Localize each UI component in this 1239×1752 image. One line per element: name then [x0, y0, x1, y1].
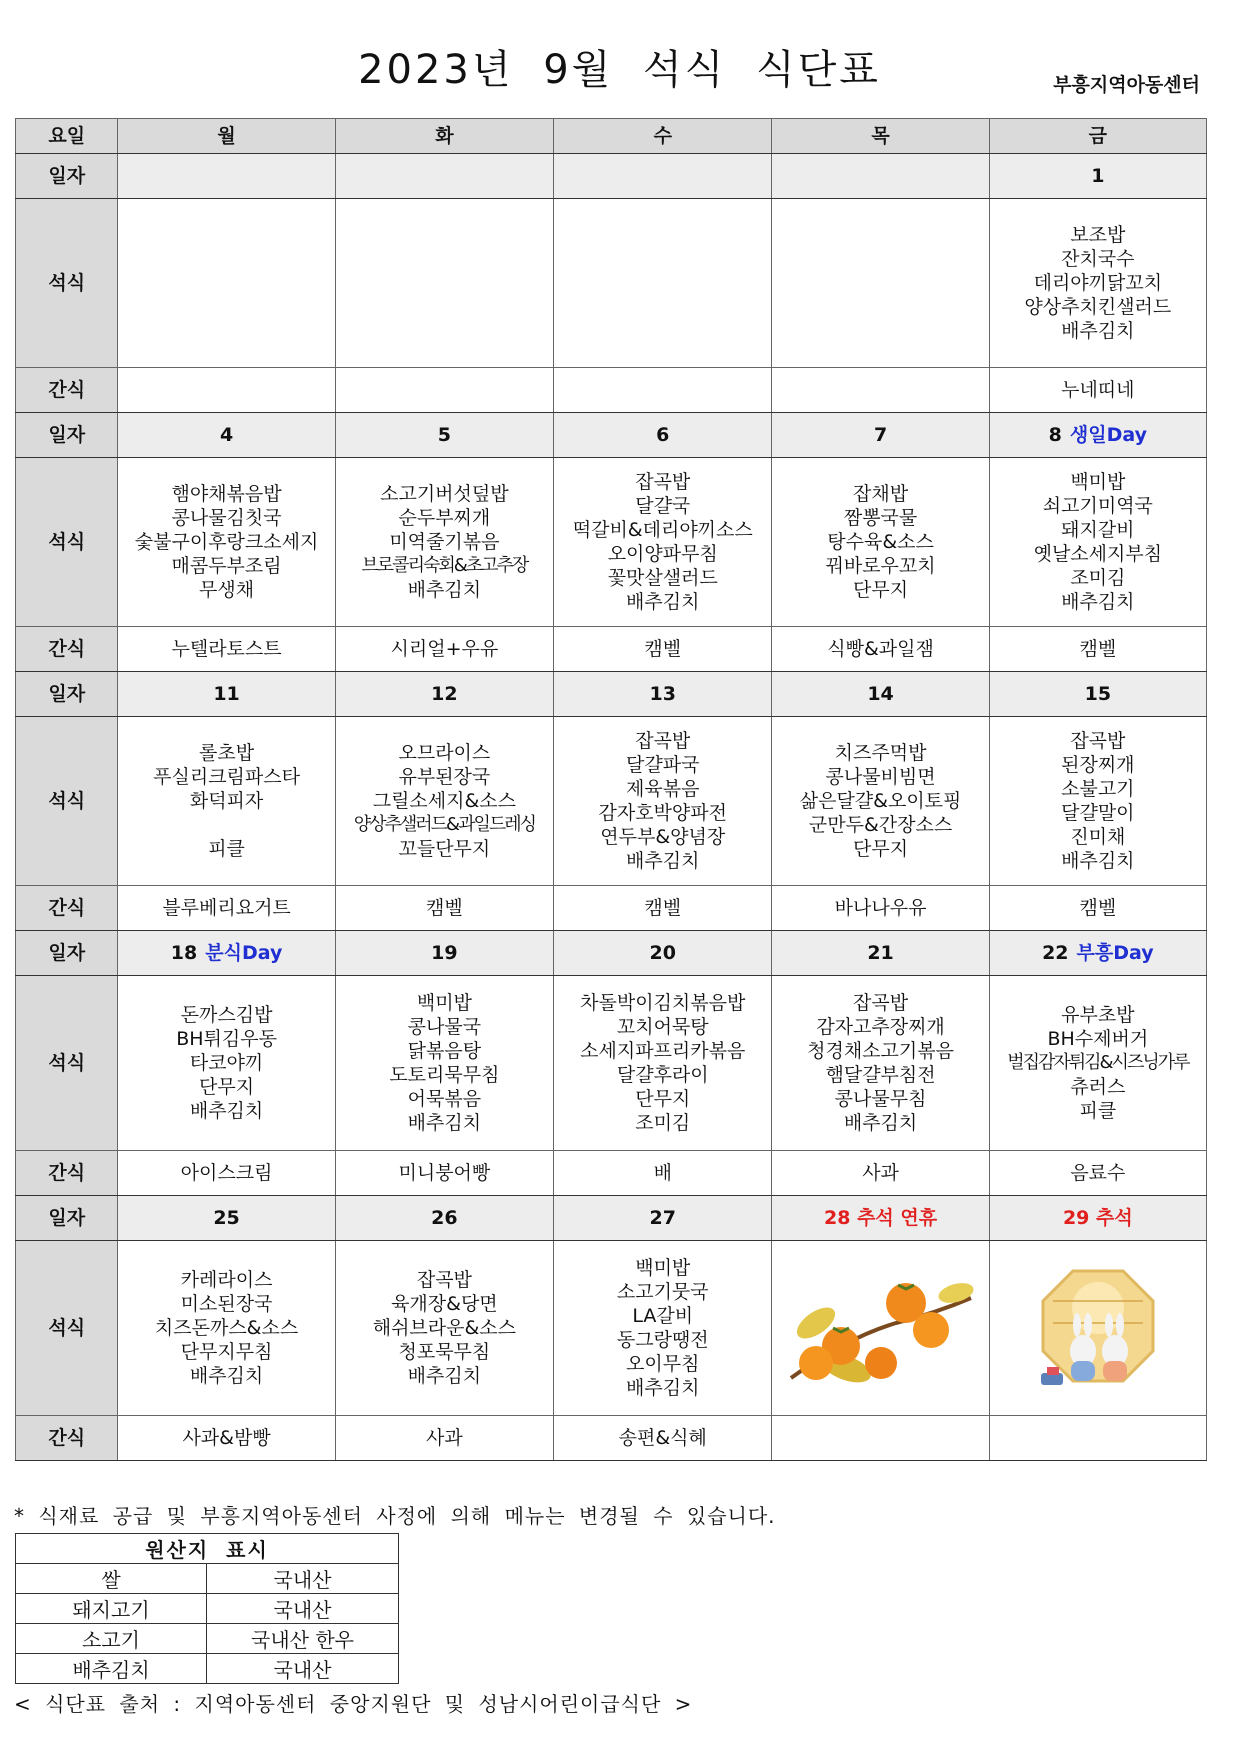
origin-item: 돼지고기 — [16, 1594, 207, 1624]
menu-item: 쇠고기미역국 — [1042, 495, 1153, 517]
menu-item: 숯불구이후랑크소세지 — [134, 531, 319, 553]
menu-item: 콩나물비빔면 — [825, 766, 936, 788]
origin-table-title: 원산지 표시 — [16, 1534, 399, 1564]
menu-item: 군만두&간장소스 — [808, 814, 953, 836]
origin-country: 국내산 한우 — [207, 1624, 399, 1654]
menu-item: 달걀국 — [635, 495, 691, 517]
menu-item: 단무지무침 — [180, 1341, 273, 1363]
date-row-label: 일자 — [16, 413, 118, 458]
dinner-cell — [989, 1241, 1206, 1416]
snack-cell — [772, 368, 989, 413]
date-number: 18 — [170, 942, 198, 964]
weekday-header-label: 요일 — [16, 119, 118, 154]
menu-item: 배추김치 — [189, 1100, 264, 1122]
snack-cell: 캠벨 — [989, 886, 1206, 931]
dinner-cell — [335, 199, 553, 368]
dinner-cell — [118, 458, 335, 627]
date-number: 26 — [431, 1207, 458, 1229]
menu-item: BH수제버거 — [1047, 1028, 1149, 1050]
menu-item: 푸실리크림파스타 — [153, 766, 300, 788]
menu-item: 배추김치 — [1061, 320, 1135, 342]
date-cell — [335, 931, 553, 976]
menu-item: 츄러스 — [1070, 1076, 1126, 1098]
snack-cell — [118, 368, 335, 413]
dinner-cell — [989, 717, 1206, 886]
date-cell — [989, 931, 1206, 976]
snack-row — [16, 368, 1207, 413]
date-number: 12 — [431, 683, 458, 705]
snack-cell: 식빵&과일잼 — [772, 627, 989, 672]
snack-row-label: 간식 — [16, 1416, 118, 1461]
date-cell — [554, 1196, 772, 1241]
menu-item: 짬뽕국물 — [843, 507, 918, 529]
snack-cell: 누네띠네 — [989, 368, 1206, 413]
menu-item: 그릴소세지&소스 — [372, 790, 517, 812]
snack-cell: 송편&식혜 — [554, 1416, 772, 1461]
weekday-fri: 금 — [989, 119, 1206, 154]
date-number: 29 추석 — [1062, 1207, 1133, 1229]
menu-item: 잔치국수 — [1061, 248, 1135, 270]
menu-item: 꼬치어묵탕 — [616, 1016, 709, 1038]
date-cell — [118, 1196, 335, 1241]
menu-item: 햄달걀부침전 — [825, 1064, 936, 1086]
date-number: 6 — [656, 424, 670, 446]
date-cell — [772, 672, 989, 717]
date-number: 14 — [867, 683, 894, 705]
menu-item: 청포묵무침 — [398, 1341, 491, 1363]
menu-item: 배추김치 — [1061, 850, 1135, 872]
menu-item: 미역줄기볶음 — [389, 531, 500, 553]
origin-row — [16, 1594, 399, 1624]
snack-cell — [554, 368, 772, 413]
date-number: 8 — [1048, 424, 1062, 446]
menu-item: 배추김치 — [407, 1365, 482, 1387]
dinner-row-label: 석식 — [16, 458, 118, 627]
date-row — [16, 154, 1207, 199]
menu-item: 카레라이스 — [180, 1269, 273, 1291]
menu-item: 브로콜리숙회&초고추장 — [361, 555, 528, 576]
date-number: 19 — [431, 942, 458, 964]
menu-item: 삶은달걀&오이토핑 — [799, 790, 962, 812]
date-cell — [772, 154, 989, 199]
dinner-cell — [772, 717, 989, 886]
snack-cell: 캠벨 — [335, 886, 553, 931]
dinner-cell — [989, 199, 1206, 368]
menu-item: 치즈주먹밥 — [834, 742, 927, 764]
dinner-cell — [772, 458, 989, 627]
snack-cell: 사과&밤빵 — [118, 1416, 335, 1461]
menu-item: 옛날소세지부침 — [1033, 543, 1163, 565]
snack-row — [16, 627, 1207, 672]
origin-country: 국내산 — [207, 1654, 399, 1684]
menu-item: LA갈비 — [632, 1305, 694, 1327]
dinner-cell — [118, 199, 335, 368]
dinner-cell — [989, 458, 1206, 627]
menu-item: 오이양파무침 — [607, 543, 718, 565]
menu-item: 배추김치 — [407, 579, 482, 601]
date-row — [16, 413, 1207, 458]
snack-cell — [989, 1416, 1206, 1461]
source-text: < 식단표 출처 : 지역아동센터 중앙지원단 및 성남시어린이급식단 > — [14, 1692, 693, 1716]
dinner-cell — [118, 1241, 335, 1416]
dinner-cell — [772, 199, 989, 368]
menu-item: 차돌박이김치볶음밥 — [580, 992, 746, 1014]
menu-item: 잡곡밥 — [635, 471, 691, 493]
menu-item: 배추김치 — [626, 850, 700, 872]
origin-country: 국내산 — [207, 1594, 399, 1624]
date-cell — [118, 154, 335, 199]
date-number: 27 — [649, 1207, 676, 1229]
menu-item: 도토리묵무침 — [389, 1064, 500, 1086]
menu-item: 진미채 — [1070, 826, 1126, 848]
dinner-row — [16, 199, 1207, 368]
weekday-thu: 목 — [772, 119, 989, 154]
menu-item: 양상추치킨샐러드 — [1024, 296, 1172, 318]
date-cell — [772, 413, 989, 458]
snack-row-label: 간식 — [16, 1151, 118, 1196]
origin-item: 배추김치 — [16, 1654, 207, 1684]
date-number: 11 — [213, 683, 240, 705]
menu-item: 매콤두부조림 — [171, 555, 282, 577]
date-number: 13 — [649, 683, 676, 705]
menu-item: 유부된장국 — [398, 766, 491, 788]
menu-item: 돼지갈비 — [1061, 519, 1135, 541]
menu-item: 유부초밥 — [1061, 1004, 1135, 1026]
menu-item: 떡갈비&데리야끼소스 — [572, 519, 753, 541]
snack-row-label: 간식 — [16, 627, 118, 672]
date-number: 1 — [1091, 165, 1105, 187]
snack-cell: 아이스크림 — [118, 1151, 335, 1196]
menu-item: 배추김치 — [626, 591, 700, 613]
menu-item: 된장찌개 — [1061, 754, 1135, 776]
menu-item: 피클 — [1079, 1100, 1117, 1122]
date-cell — [989, 672, 1206, 717]
menu-item: 조미김 — [1070, 567, 1126, 589]
menu-item: 단무지 — [635, 1088, 691, 1110]
origin-item: 소고기 — [16, 1624, 207, 1654]
menu-item: 햄야채볶음밥 — [171, 483, 282, 505]
dinner-row — [16, 1241, 1207, 1416]
menu-item: 어묵볶음 — [407, 1088, 482, 1110]
day-event-tag: 분식Day — [205, 942, 283, 964]
menu-item: 벌집감자튀김&시즈닝가루 — [1007, 1052, 1189, 1073]
date-cell — [554, 154, 772, 199]
dinner-cell — [772, 1241, 989, 1416]
menu-item: 백미밥 — [635, 1257, 691, 1279]
snack-row — [16, 1416, 1207, 1461]
menu-item: 순두부찌개 — [398, 507, 491, 529]
snack-row — [16, 886, 1207, 931]
menu-item: 소세지파프리카볶음 — [580, 1040, 746, 1062]
weekday-wed: 수 — [554, 119, 772, 154]
menu-item: 소고기버섯덮밥 — [380, 483, 509, 505]
dinner-cell — [554, 199, 772, 368]
menu-item: 배추김치 — [1061, 591, 1135, 613]
date-row — [16, 672, 1207, 717]
snack-cell: 캠벨 — [554, 886, 772, 931]
menu-item: 백미밥 — [1070, 471, 1126, 493]
snack-cell: 블루베리요거트 — [118, 886, 335, 931]
menu-table — [15, 118, 1207, 1461]
dinner-cell — [118, 976, 335, 1151]
dinner-cell — [554, 717, 772, 886]
snack-cell: 시리얼+우유 — [335, 627, 553, 672]
date-row-label: 일자 — [16, 154, 118, 199]
date-row-label: 일자 — [16, 931, 118, 976]
weekday-header-row — [16, 119, 1207, 154]
snack-cell: 미니붕어빵 — [335, 1151, 553, 1196]
menu-item: 제육볶음 — [626, 778, 700, 800]
dinner-row-label: 석식 — [16, 199, 118, 368]
persimmon-branch-image — [786, 1268, 976, 1388]
snack-cell: 음료수 — [989, 1151, 1206, 1196]
date-number: 21 — [867, 942, 894, 964]
menu-item: 감자고추장찌개 — [816, 1016, 945, 1038]
date-cell — [989, 1196, 1206, 1241]
date-number: 15 — [1084, 683, 1112, 705]
day-event-tag: 생일Day — [1069, 424, 1148, 446]
menu-item: 단무지 — [853, 838, 909, 860]
date-cell — [989, 413, 1206, 458]
menu-item: 피클 — [208, 838, 245, 860]
date-number: 4 — [219, 424, 234, 446]
dinner-row — [16, 976, 1207, 1151]
date-number: 5 — [437, 424, 451, 446]
date-number: 25 — [213, 1207, 240, 1229]
snack-cell: 사과 — [772, 1151, 989, 1196]
menu-item: 오이무침 — [626, 1353, 700, 1375]
dinner-row — [16, 717, 1207, 886]
menu-item: 해쉬브라운&소스 — [372, 1317, 517, 1339]
menu-item: 달걀말이 — [1061, 802, 1135, 824]
snack-row — [16, 1151, 1207, 1196]
menu-item: 치즈돈까스&소스 — [154, 1317, 299, 1339]
snack-row-label: 간식 — [16, 886, 118, 931]
menu-item: 감자호박양파전 — [598, 802, 727, 824]
menu-item: 단무지 — [199, 1076, 255, 1098]
dinner-cell — [335, 1241, 553, 1416]
menu-item: 청경채소고기볶음 — [807, 1040, 954, 1062]
snack-cell: 바나나우유 — [772, 886, 989, 931]
dinner-row — [16, 458, 1207, 627]
date-row-label: 일자 — [16, 1196, 118, 1241]
dinner-cell — [335, 976, 553, 1151]
menu-item: 오므라이스 — [398, 742, 491, 764]
menu-item: 배추김치 — [843, 1112, 918, 1134]
date-cell — [554, 413, 772, 458]
menu-item: 데리야끼닭꼬치 — [1033, 272, 1163, 294]
date-number: 22 — [1042, 942, 1069, 964]
menu-item: 잡곡밥 — [635, 730, 691, 752]
dinner-cell — [554, 1241, 772, 1416]
dinner-cell — [118, 717, 335, 886]
menu-item: 꿔바로우꼬치 — [825, 555, 936, 577]
weekday-mon: 월 — [118, 119, 335, 154]
day-event-tag: 부흥Day — [1076, 942, 1154, 964]
menu-item: 잡곡밥 — [1070, 730, 1126, 752]
menu-item: 콩나물국 — [407, 1016, 482, 1038]
dinner-cell — [554, 976, 772, 1151]
origin-row — [16, 1654, 399, 1684]
menu-item: BH튀김우동 — [176, 1028, 277, 1050]
menu-item: 꽃맛살샐러드 — [607, 567, 718, 589]
menu-item: 배추김치 — [189, 1365, 264, 1387]
date-cell — [554, 931, 772, 976]
menu-item: 콩나물김칫국 — [171, 507, 282, 529]
date-row — [16, 931, 1207, 976]
menu-item: 달걀후라이 — [616, 1064, 709, 1086]
menu-item: 돈까스김밥 — [180, 1004, 273, 1026]
date-number: 20 — [649, 942, 676, 964]
date-cell — [772, 931, 989, 976]
weekday-tue: 화 — [335, 119, 553, 154]
menu-item — [118, 813, 334, 837]
dinner-cell — [989, 976, 1206, 1151]
date-cell — [772, 1196, 989, 1241]
menu-item: 롤초밥 — [199, 742, 255, 764]
date-cell — [118, 672, 335, 717]
snack-cell: 캠벨 — [989, 627, 1206, 672]
menu-item: 양상추샐러드&과일드레싱 — [353, 814, 536, 835]
origin-table — [15, 1533, 399, 1684]
dinner-cell — [772, 976, 989, 1151]
origin-country: 국내산 — [207, 1564, 399, 1594]
date-cell — [335, 672, 553, 717]
menu-item: 동그랑땡전 — [616, 1329, 709, 1351]
menu-item: 육개장&당면 — [391, 1293, 498, 1315]
origin-row — [16, 1624, 399, 1654]
menu-item: 무생채 — [199, 579, 255, 601]
date-row-label: 일자 — [16, 672, 118, 717]
snack-cell: 캠벨 — [554, 627, 772, 672]
menu-item: 백미밥 — [416, 992, 472, 1014]
menu-item: 콩나물무침 — [834, 1088, 927, 1110]
organization-name: 부흥지역아동센터 — [1053, 74, 1200, 96]
page-title: 2023년 9월 석식 식단표 — [358, 47, 881, 93]
date-cell — [554, 672, 772, 717]
menu-item: 보조밥 — [1070, 224, 1126, 246]
menu-item: 배추김치 — [626, 1377, 700, 1399]
date-cell — [118, 413, 335, 458]
date-cell — [335, 413, 553, 458]
dinner-row-label: 석식 — [16, 976, 118, 1151]
dinner-row-label: 석식 — [16, 717, 118, 886]
menu-item: 화덕피자 — [189, 790, 264, 812]
menu-item: 배추김치 — [407, 1112, 482, 1134]
snack-cell: 누텔라토스트 — [118, 627, 335, 672]
date-number: 28 추석 연휴 — [824, 1207, 938, 1229]
date-row — [16, 1196, 1207, 1241]
menu-item: 소고기뭇국 — [616, 1281, 709, 1303]
menu-item: 조미김 — [635, 1112, 691, 1134]
snack-cell: 사과 — [335, 1416, 553, 1461]
menu-item: 닭볶음탕 — [407, 1040, 482, 1062]
menu-item: 단무지 — [853, 579, 909, 601]
menu-item: 잡곡밥 — [416, 1269, 472, 1291]
rabbits-chuseok-image — [1033, 1263, 1163, 1393]
snack-cell — [335, 368, 553, 413]
menu-item: 달걀파국 — [626, 754, 700, 776]
menu-item: 미소된장국 — [180, 1293, 273, 1315]
menu-item: 잡곡밥 — [853, 992, 909, 1014]
dinner-row-label: 석식 — [16, 1241, 118, 1416]
menu-item: 타코야끼 — [189, 1052, 264, 1074]
dinner-cell — [335, 717, 553, 886]
menu-item: 꼬들단무지 — [398, 838, 491, 860]
origin-row — [16, 1564, 399, 1594]
menu-item: 소불고기 — [1061, 778, 1135, 800]
dinner-cell — [335, 458, 553, 627]
date-cell — [118, 931, 335, 976]
origin-item: 쌀 — [16, 1564, 207, 1594]
menu-item: 잡채밥 — [853, 483, 909, 505]
dinner-cell — [554, 458, 772, 627]
date-number: 7 — [873, 424, 888, 446]
date-cell — [989, 154, 1206, 199]
date-cell — [335, 154, 553, 199]
menu-item: 연두부&양념장 — [600, 826, 726, 848]
snack-row-label: 간식 — [16, 368, 118, 413]
date-cell — [335, 1196, 553, 1241]
snack-cell: 배 — [554, 1151, 772, 1196]
notice-text: * 식재료 공급 및 부흥지역아동센터 사정에 의해 메뉴는 변경될 수 있습니다. — [14, 1504, 776, 1528]
menu-item: 탕수육&소스 — [827, 531, 934, 553]
snack-cell — [772, 1416, 989, 1461]
